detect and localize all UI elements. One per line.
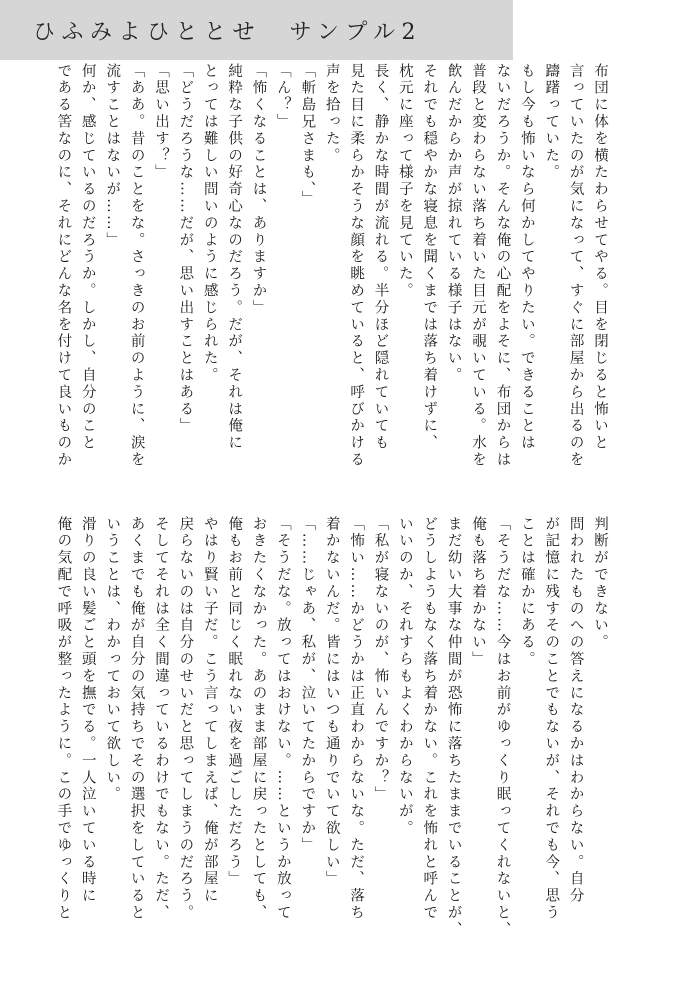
text-column: 「怖い……かどうかは正直わからないな。ただ、落ち xyxy=(348,516,365,922)
text-column: 「斬島兄さまも、」 xyxy=(299,63,316,208)
text-column: ことは確かにある。 xyxy=(518,516,535,669)
text-column: 枕元に座って様子を見ていた。 xyxy=(396,63,413,300)
text-column: 「そうだな。放ってはおけない。……というか放って xyxy=(274,516,291,922)
text-column: 「ああ。昔のことをな。さっきのお前のように、涙を xyxy=(128,63,145,469)
text-column: 「怖くなることは、ありますか」 xyxy=(250,63,267,317)
text-column: 「どうだろうな……だが、思い出すことはある」 xyxy=(177,63,194,435)
text-column: 何か、感じているのだろうか。しかし、自分のこと xyxy=(79,63,96,452)
text-column: いいのか、それすらもよくわからないが。 xyxy=(396,516,413,838)
text-column: 声を拾った。 xyxy=(323,63,340,165)
text-column: 躊躇っていた。 xyxy=(543,63,560,182)
text-column: ないだろうか。そんな俺の心配をよそに、布団からは xyxy=(494,63,511,469)
text-column: あくまでも俺が自分の気持ちでその選択をしていると xyxy=(128,516,145,922)
text-column: 純粋な子供の好奇心なのだろう。だが、それは俺に xyxy=(226,63,243,452)
text-column: おきたくなかった。あのまま部屋に戻ったとしても、 xyxy=(250,516,267,922)
text-block-bottom xyxy=(50,516,612,939)
text-block-top xyxy=(50,63,612,475)
text-column: 俺もお前と同じく眠れない夜を過ごしただろう」 xyxy=(226,516,243,888)
text-column: が記憶に残すそのことでもないが、それでも今、思う xyxy=(543,516,560,922)
text-column: もし今も怖いなら何かしてやりたい。できることは xyxy=(518,63,535,452)
text-column: である筈なのに、それにどんな名を付けて良いものか xyxy=(55,63,72,469)
text-column: 滑りの良い髪ごと頭を撫でる。一人泣いている時に xyxy=(79,516,96,905)
text-column: 「思い出す？」 xyxy=(152,63,169,182)
text-column: 「ん？」 xyxy=(274,63,291,131)
text-column: そしてそれは全く間違っているわけでもない。ただ、 xyxy=(152,516,169,922)
text-column: 布団に体を横たわらせてやる。目を閉じると怖いと xyxy=(592,63,608,452)
title-bar xyxy=(0,0,513,60)
text-column: 俺も落ち着かない」 xyxy=(470,516,487,669)
text-column: それでも穏やかな寝息を聞くまでは落ち着けずに、 xyxy=(421,63,438,452)
text-column: 見た目に柔らかそうな顔を眺めていると、呼びかける xyxy=(348,63,365,469)
text-column: 俺の気配で呼吸が整ったように。この手でゆっくりと xyxy=(55,516,72,922)
text-column: 「……じゃあ、私が、泣いてたからですか」 xyxy=(299,516,316,854)
text-column: 長く、静かな時間が流れる。半分ほど隠れていても xyxy=(372,63,389,452)
text-column: まだ幼い大事な仲間が恐怖に落ちたままでいることが、 xyxy=(445,516,462,939)
text-column: いうことは、わかっておいて欲しい。 xyxy=(104,516,121,804)
text-column: 戻らないのは自分のせいだと思ってしまうのだろう。 xyxy=(177,516,194,922)
text-column: 判断ができない。 xyxy=(592,516,608,652)
text-column: やはり賢い子だ。こう言ってしまえば、俺が部屋に xyxy=(201,516,218,905)
page-title: ひふみよひととせ サンプル2 xyxy=(33,20,423,45)
text-column: 着かないんだ。皆にはいつも通りでいて欲しい」 xyxy=(323,516,340,888)
text-column: 飲んだからか声が掠れている様子はない。 xyxy=(445,63,462,385)
text-column: 言っていたのが気になって、すぐに部屋から出るのを xyxy=(567,63,584,469)
text-column: 「そうだな……今はお前がゆっくり眠ってくれないと、 xyxy=(494,516,511,939)
text-column: 流すことはないが……」 xyxy=(104,63,121,249)
text-column: 「私が寝ないのが、怖いんですか？」 xyxy=(372,516,389,804)
text-column: とっては難しい問いのように感じられた。 xyxy=(201,63,218,385)
text-column: 問われたものへの答えになるかはわからない。自分 xyxy=(567,516,584,905)
text-column: 普段と変わらない落ち着いた目元が覗いている。水を xyxy=(470,63,487,469)
text-column: どうしようもなく落ち着かない。これを怖れと呼んで xyxy=(421,516,438,922)
